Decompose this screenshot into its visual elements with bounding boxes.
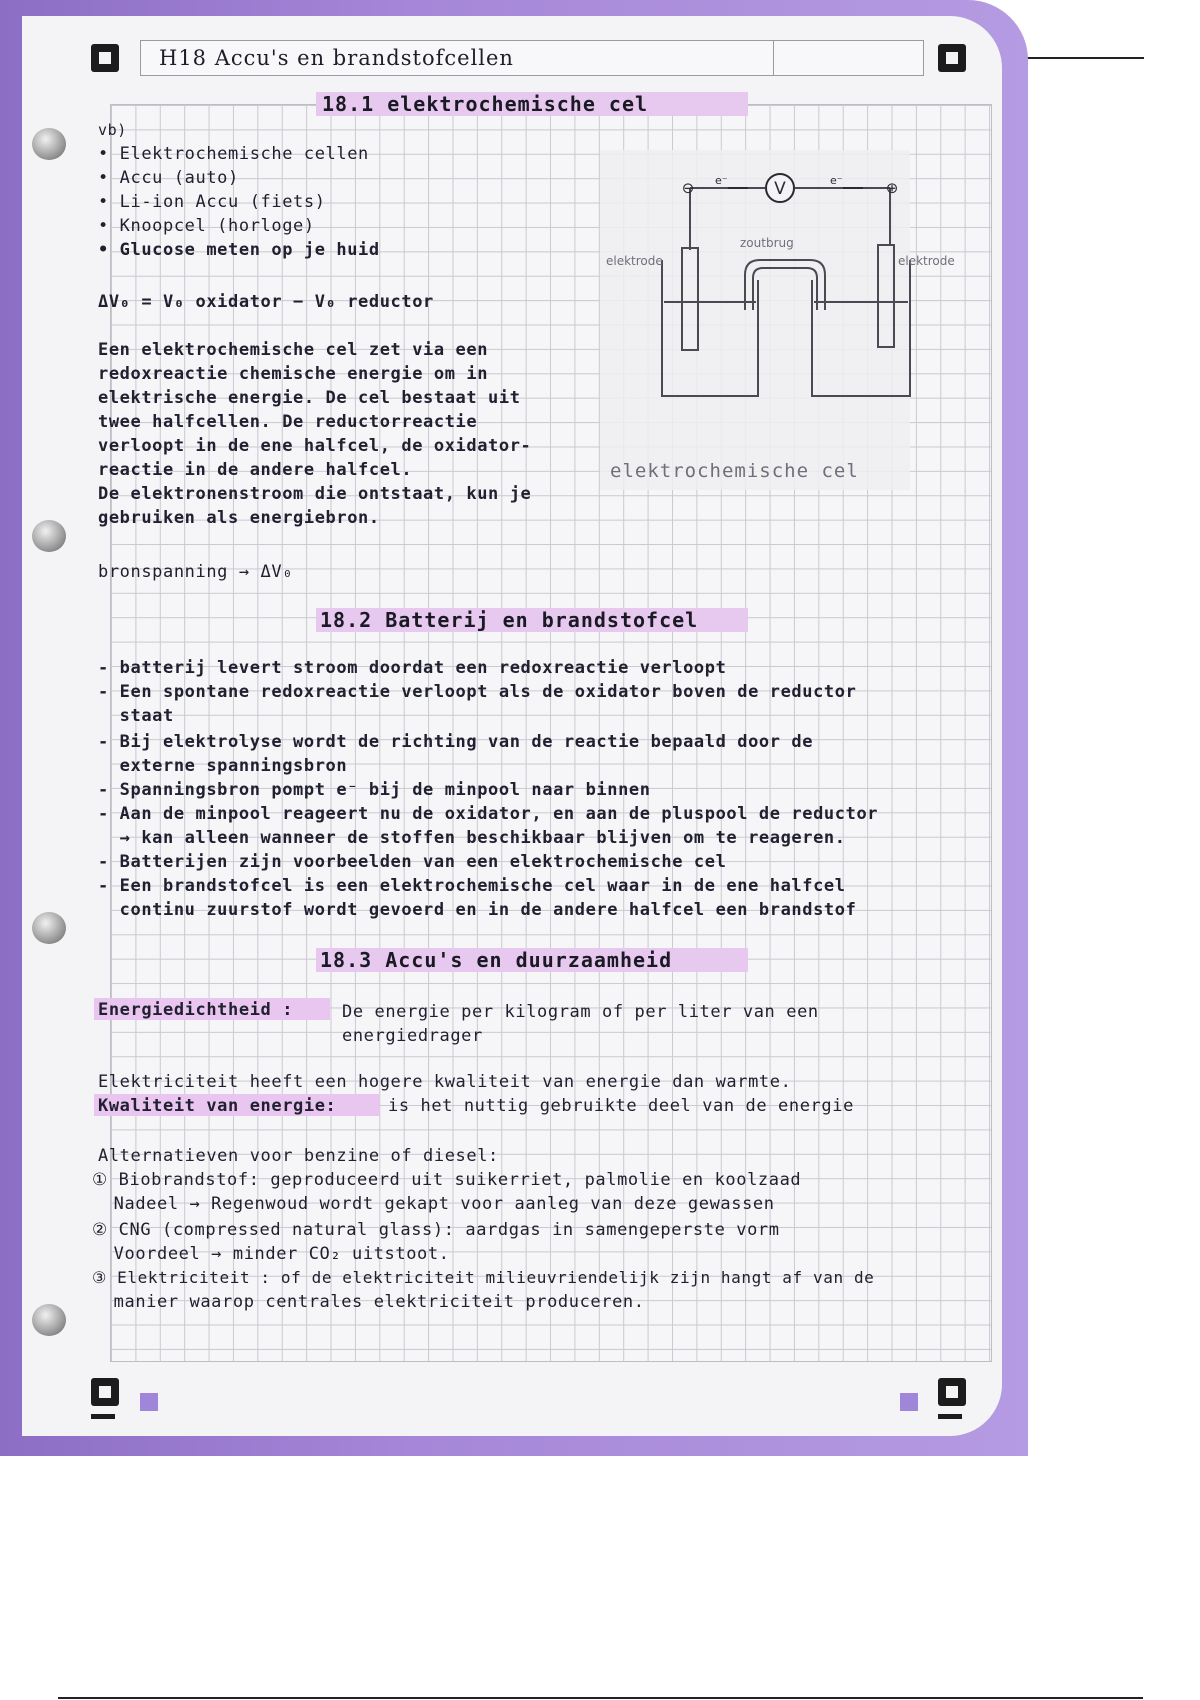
electrode-right-label: elektrode: [898, 254, 955, 268]
section-2-line: externe spanningsbron: [98, 756, 348, 776]
alternative-line: ② CNG (compressed natural glass): aardgas in samengeperste vorm: [92, 1220, 780, 1240]
paragraph-line: elektrische energie. De cel bestaat uit: [98, 388, 521, 408]
alternative-line: Voordeel → minder CO₂ uitstoot.: [92, 1244, 450, 1264]
page-header: [140, 40, 924, 76]
electrode-left-label: elektrode: [606, 254, 663, 268]
electron-label-right: e⁻: [830, 174, 843, 187]
alternatives-title: Alternatieven voor benzine of diesel:: [98, 1146, 499, 1166]
section-2-line: → kan alleen wanneer de stoffen beschikbaar blijven om te reageren.: [98, 828, 846, 848]
paragraph-line: redoxreactie chemische energie om in: [98, 364, 489, 384]
quality-line: Elektriciteit heeft een hogere kwaliteit van energie dan warmte.: [98, 1072, 792, 1092]
bottom-rule: [58, 1697, 1143, 1699]
definition-line: De energie per kilogram of per liter van een: [342, 1002, 819, 1022]
corner-mark-icon: [938, 44, 966, 72]
purple-marker: [900, 1393, 918, 1411]
purple-marker: [140, 1393, 158, 1411]
term-energy-density: Energiedichtheid :: [98, 1000, 294, 1020]
alternative-line: ① Biobrandstof: geproduceerd uit suikerriet, palmolie en koolzaad: [92, 1170, 802, 1190]
paragraph-line: twee halfcellen. De reductorreactie: [98, 412, 478, 432]
example-item: • Glucose meten op je huid: [98, 240, 380, 260]
punch-hole: [32, 912, 66, 944]
section-2-title: 18.2 Batterij en brandstofcel: [320, 608, 699, 632]
electron-label-left: e⁻: [715, 174, 728, 187]
header-divider: [773, 41, 774, 75]
example-item: • Accu (auto): [98, 168, 239, 188]
section-2-line: - Een brandstofcel is een elektrochemische cel waar in de ene halfcel: [98, 876, 846, 896]
vb-label: vb): [98, 121, 127, 139]
paragraph-line: Een elektrochemische cel zet via een: [98, 340, 489, 360]
section-3-title: 18.3 Accu's en duurzaamheid: [320, 948, 673, 972]
diagram-caption: elektrochemische cel: [610, 460, 859, 482]
page-dash: [91, 1414, 115, 1419]
example-item: • Li-ion Accu (fiets): [98, 192, 326, 212]
section-2-line: continu zuurstof wordt gevoerd en in de andere halfcel een brandstof: [98, 900, 857, 920]
paragraph-line: verloopt in de ene halfcel, de oxidator-: [98, 436, 532, 456]
bronspanning-line: bronspanning → ΔV₀: [98, 562, 294, 582]
alternative-line: ③ Elektriciteit : of de elektriciteit milieuvriendelijk zijn hangt af van de: [92, 1268, 875, 1287]
section-2-line: - batterij levert stroom doordat een redoxreactie verloopt: [98, 658, 727, 678]
electrochemical-cell-diagram: [600, 160, 930, 410]
paragraph-line: reactie in de andere halfcel.: [98, 460, 413, 480]
section-2-line: - Batterijen zijn voorbeelden van een elektrochemische cel: [98, 852, 727, 872]
example-item: • Knoopcel (horloge): [98, 216, 315, 236]
alternative-line: manier waarop centrales elektriciteit produceren.: [92, 1292, 645, 1312]
paragraph-line: gebruiken als energiebron.: [98, 508, 380, 528]
section-2-line: staat: [98, 706, 174, 726]
page-dash: [938, 1414, 962, 1419]
saltbridge-label: zoutbrug: [740, 236, 794, 250]
section-1-title: 18.1 elektrochemische cel: [322, 92, 649, 116]
top-right-rule: [1020, 57, 1144, 59]
definition-line: energiedrager: [342, 1026, 483, 1046]
section-2-line: - Bij elektrolyse wordt de richting van de reactie bepaald door de: [98, 732, 814, 752]
corner-mark-icon: [91, 1378, 119, 1406]
definition-line: is het nuttig gebruikte deel van de energie: [388, 1096, 854, 1116]
page-title: H18 Accu's en brandstofcellen: [159, 46, 514, 70]
punch-hole: [32, 520, 66, 552]
section-2-line: - Spanningsbron pompt e⁻ bij de minpool naar binnen: [98, 780, 651, 800]
minus-terminal-icon: ⊖: [681, 179, 695, 197]
plus-terminal-icon: ⊕: [885, 179, 899, 197]
paragraph-line: De elektronenstroom die ontstaat, kun je: [98, 484, 532, 504]
punch-hole: [32, 1304, 66, 1336]
example-item: • Elektrochemische cellen: [98, 144, 369, 164]
formula-line: ΔV₀ = V₀ oxidator − V₀ reductor: [98, 292, 434, 312]
section-2-line: - Aan de minpool reageert nu de oxidator, en aan de pluspool de reductor: [98, 804, 879, 824]
section-2-line: - Een spontane redoxreactie verloopt als de oxidator boven de reductor: [98, 682, 857, 702]
punch-hole: [32, 128, 66, 160]
term-energy-quality: Kwaliteit van energie:: [98, 1096, 337, 1116]
corner-mark-icon: [938, 1378, 966, 1406]
voltmeter-label: V: [774, 179, 786, 199]
alternative-line: Nadeel → Regenwoud wordt gekapt voor aanleg van deze gewassen: [92, 1194, 775, 1214]
corner-mark-icon: [91, 44, 119, 72]
